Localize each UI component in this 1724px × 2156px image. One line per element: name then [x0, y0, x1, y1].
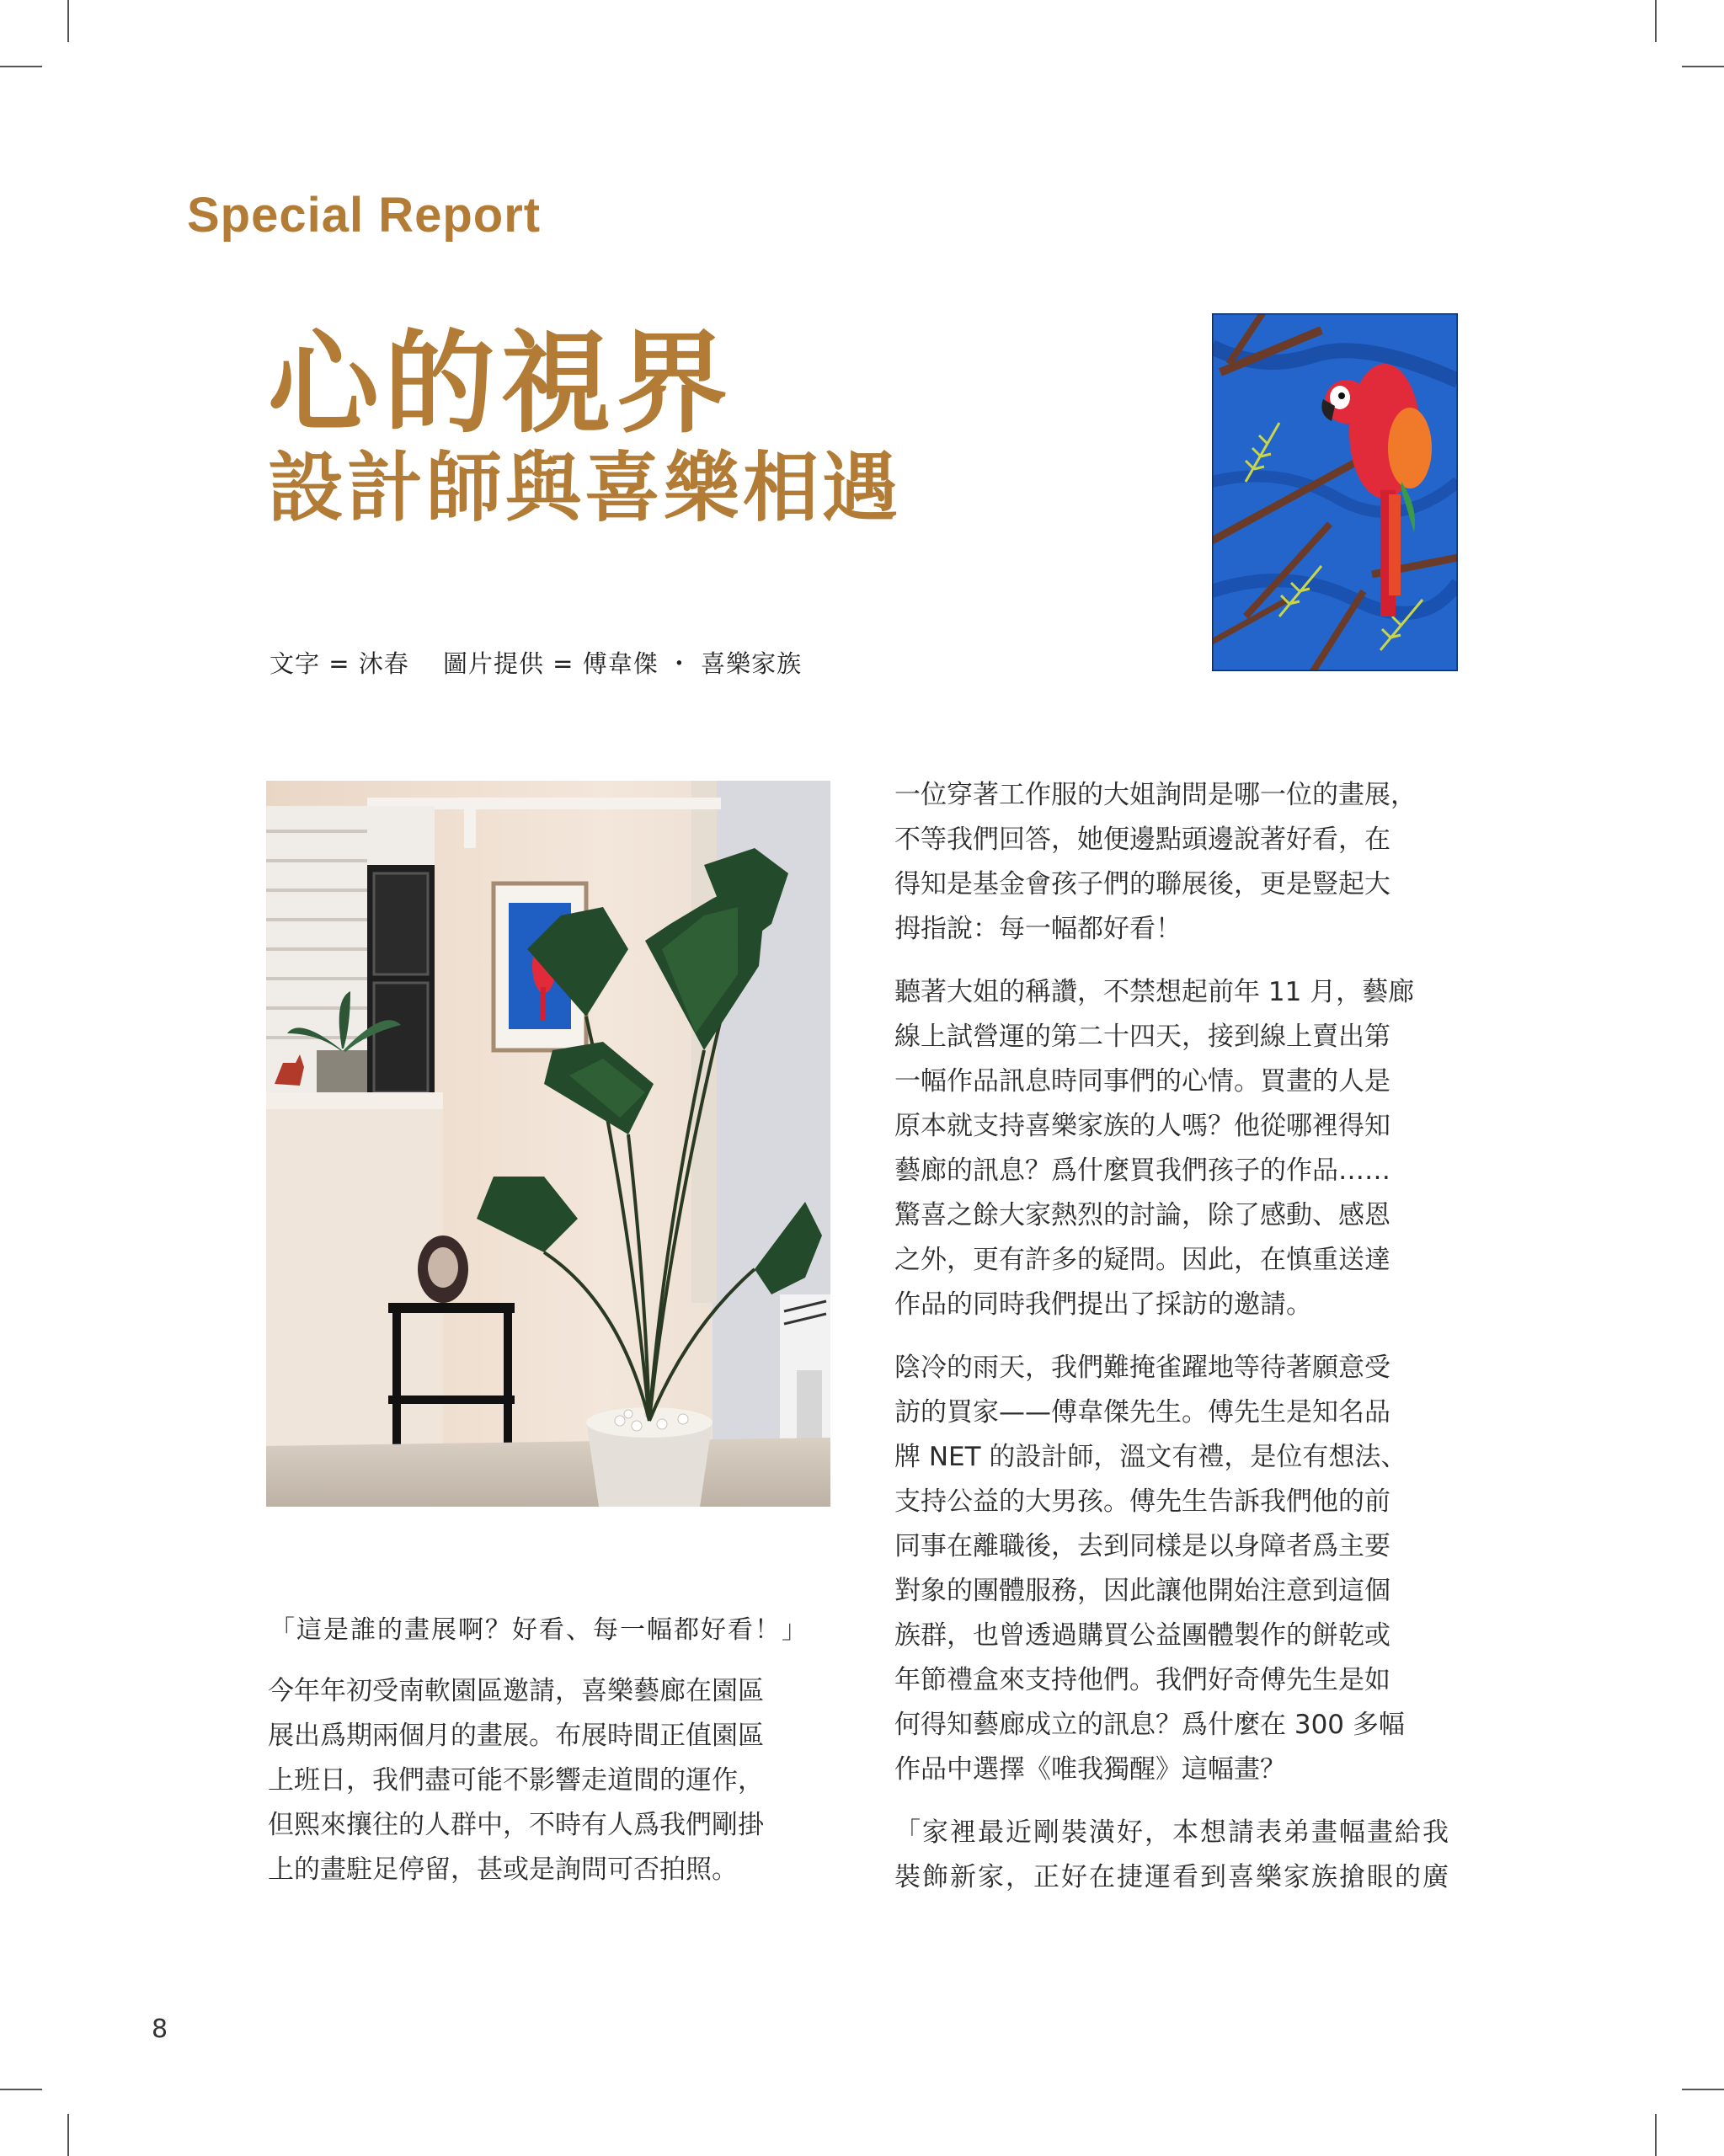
- paragraph-gap: [894, 1792, 1460, 1811]
- paragraph-line: 藝廊的訊息？爲什麼買我們孩子的作品……: [894, 1155, 1390, 1186]
- paragraph-line: 但熙來攘往的人群中，不時有人爲我們剛掛: [268, 1810, 764, 1840]
- paragraph-line: 上班日，我們盡可能不影響走道間的運作，: [268, 1765, 764, 1796]
- crop-mark: [1655, 2114, 1657, 2156]
- paragraph-line: 作品中選擇《唯我獨醒》這幅畫？: [894, 1754, 1286, 1785]
- paragraph-line: 得知是基金會孩子們的聯展後，更是豎起大: [894, 869, 1390, 899]
- paragraph-line: 展出爲期兩個月的畫展。布展時間正值園區: [268, 1721, 764, 1751]
- paragraph-line: 支持公益的大男孩。傅先生告訴我們他的前: [894, 1486, 1390, 1517]
- crop-mark: [1682, 66, 1724, 67]
- paragraph-line: 一位穿著工作服的大姐詢問是哪一位的畫展，: [894, 780, 1417, 810]
- paragraph-line: 牌 NET 的設計師，溫文有禮，是位有想法、: [894, 1442, 1407, 1472]
- paragraph-line: 拇指說：每一幅都好看！: [894, 914, 1182, 944]
- paragraph-line: 族群，也曾透過購買公益團體製作的餅乾或: [894, 1620, 1390, 1651]
- paragraph-line: 線上試營運的第二十四天，接到線上賣出第: [894, 1022, 1390, 1052]
- right-column-text: [894, 773, 1460, 1900]
- paragraph-line: 今年年初受南軟園區邀請，喜樂藝廊在園區: [268, 1676, 764, 1706]
- paragraph-line: 之外，更有許多的疑問。因此，在慎重送達: [894, 1245, 1390, 1275]
- room-photo-image: [266, 781, 830, 1507]
- paragraph-gap: [894, 1327, 1460, 1346]
- paragraph-line: 陰冷的雨天，我們難掩雀躍地等待著願意受: [894, 1353, 1390, 1383]
- paragraph-line: 驚喜之餘大家熱烈的討論，除了感動、感恩: [894, 1200, 1390, 1230]
- paragraph-line: 不等我們回答，她便邊點頭邊說著好看，在: [894, 825, 1390, 855]
- parrot-painting-image: [1212, 313, 1458, 671]
- crop-mark: [0, 2089, 42, 2090]
- paragraph-line: 上的畫駐足停留，甚或是詢問可否拍照。: [268, 1854, 738, 1885]
- quote-paragraph: [894, 1811, 1460, 1900]
- crop-mark: [67, 2114, 69, 2156]
- left-column-text: [268, 1669, 834, 1892]
- credits-line: 文字 = 沐春 圖片提供 = 傅韋傑 ・ 喜樂家族: [270, 649, 803, 678]
- photo-caption-quote: 「這是誰的畫展啊？好看、每一幅都好看！」: [270, 1615, 809, 1645]
- paragraph-gap: [894, 952, 1460, 970]
- article-subtitle: 設計師與喜樂相遇: [268, 444, 901, 532]
- paragraph-line: 何得知藝廊成立的訊息？爲什麼在 300 多幅: [894, 1710, 1405, 1740]
- quote-line: 裝飾新家，正好在捷運看到喜樂家族搶眼的廣: [894, 1862, 1450, 1892]
- paragraph-line: 同事在離職後，去到同樣是以身障者爲主要: [894, 1531, 1390, 1561]
- paragraph-3: [894, 1346, 1460, 1792]
- crop-mark: [67, 0, 69, 42]
- crop-mark: [1655, 0, 1657, 42]
- section-label: Special Report: [187, 188, 542, 243]
- paragraph-2: [894, 970, 1460, 1327]
- quote-line: 「家裡最近剛裝潢好，本想請表弟畫幅畫給我: [894, 1817, 1450, 1848]
- paragraph-line: 對象的團體服務，因此讓他開始注意到這個: [894, 1576, 1390, 1606]
- page-number: 8: [152, 2015, 168, 2044]
- article-title: 心的視界: [268, 318, 733, 449]
- crop-mark: [0, 66, 42, 67]
- paragraph-line: 聽著大姐的稱讚，不禁想起前年 11 月，藝廊: [894, 977, 1415, 1007]
- paragraph-line: 原本就支持喜樂家族的人嗎？他從哪裡得知: [894, 1111, 1390, 1141]
- paragraph-line: 一幅作品訊息時同事們的心情。買畫的人是: [894, 1066, 1390, 1097]
- paragraph-line: 作品的同時我們提出了採訪的邀請。: [894, 1289, 1312, 1320]
- paragraph-1: [894, 773, 1460, 952]
- paragraph-line: 年節禮盒來支持他們。我們好奇傅先生是如: [894, 1665, 1390, 1695]
- paragraph-line: 訪的買家——傅韋傑先生。傅先生是知名品: [894, 1397, 1390, 1428]
- crop-mark: [1682, 2089, 1724, 2090]
